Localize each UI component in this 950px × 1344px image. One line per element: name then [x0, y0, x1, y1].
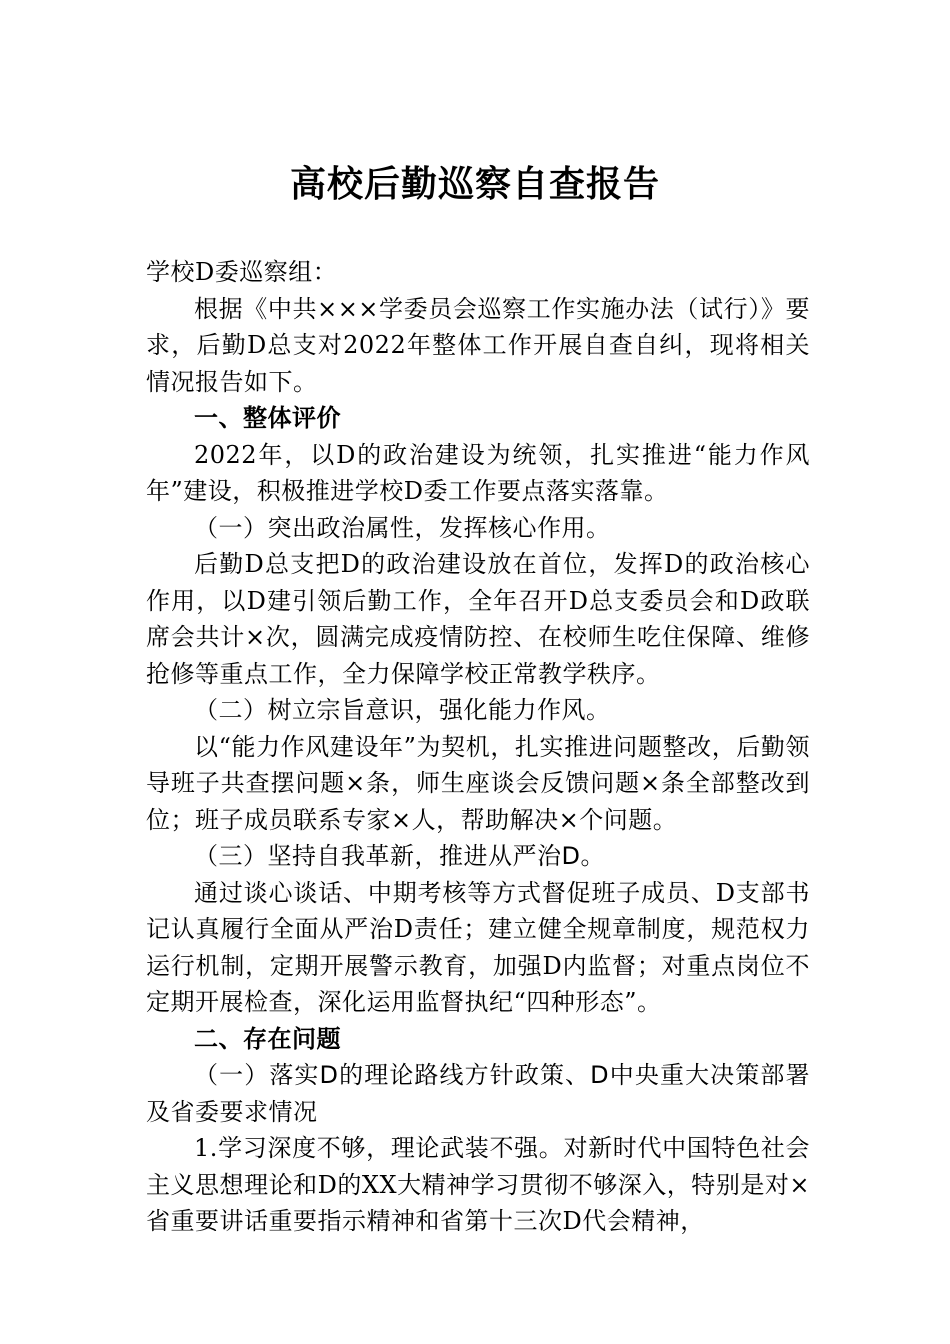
document-title: 高校后勤巡察自查报告 [289, 164, 660, 205]
section-heading-1: 一、整体评价 [194, 404, 341, 432]
body-paragraph: 以“能力作风建设年”为契机，扎实推进问题整改，后勤领导班子共查摆问题×条，师生座谈会反馈问题×条全部整改到位；班子成员联系专家×人，帮助解决×个问题。 [146, 732, 810, 834]
body-paragraph: 2022年，以D的政治建设为统领，扎实推进“能力作风年”建设，积极推进学校D委工作要点落实落靠。 [146, 440, 810, 505]
subsection-heading: （一）突出政治属性，发挥核心作用。 [194, 513, 611, 542]
body-paragraph: 1.学习深度不够，理论武装不强。对新时代中国特色社会主义思想理论和D的XX大精神学习贯彻不够深入，特别是对×省重要讲话重要指示精神和省第十三次D代会精神， [146, 1134, 810, 1235]
subsection-heading: （一）落实D的理论路线方针政策、D中央重大决策部署及省委要求情况 [146, 1061, 810, 1126]
section-heading-2: 二、存在问题 [194, 1024, 341, 1053]
subsection-heading: （三）坚持自我革新，推进从严治D。 [194, 842, 605, 870]
subsection-heading: （二）树立宗旨意识，强化能力作风。 [194, 696, 611, 724]
body-paragraph: 后勤D总支把D的政治建设放在首位，发挥D的政治核心作用，以D建引领后勤工作，全年召开D总支委员会和D政联席会共计×次，圆满完成疫情防控、在校师生吃住保障、维修抢修等重点工作，全力保障学校正常教学秩序。 [146, 550, 810, 688]
body-paragraph: 通过谈心谈话、中期考核等方式督促班子成员、D支部书记认真履行全面从严治D责任；建立健全规章制度，规范权力运行机制，定期开展警示教育，加强D内监督；对重点岗位不定期开展检查，深化运用监督执纪“四种形态”。 [146, 878, 810, 1016]
salutation: 学校D委巡察组： [146, 258, 338, 286]
document-body [146, 254, 810, 1240]
intro-paragraph: 根据《中共×××学委员会巡察工作实施办法（试行）》要求，后勤D总支对2022年整体工作开展自查自纠，现将相关情况报告如下。 [146, 294, 810, 396]
